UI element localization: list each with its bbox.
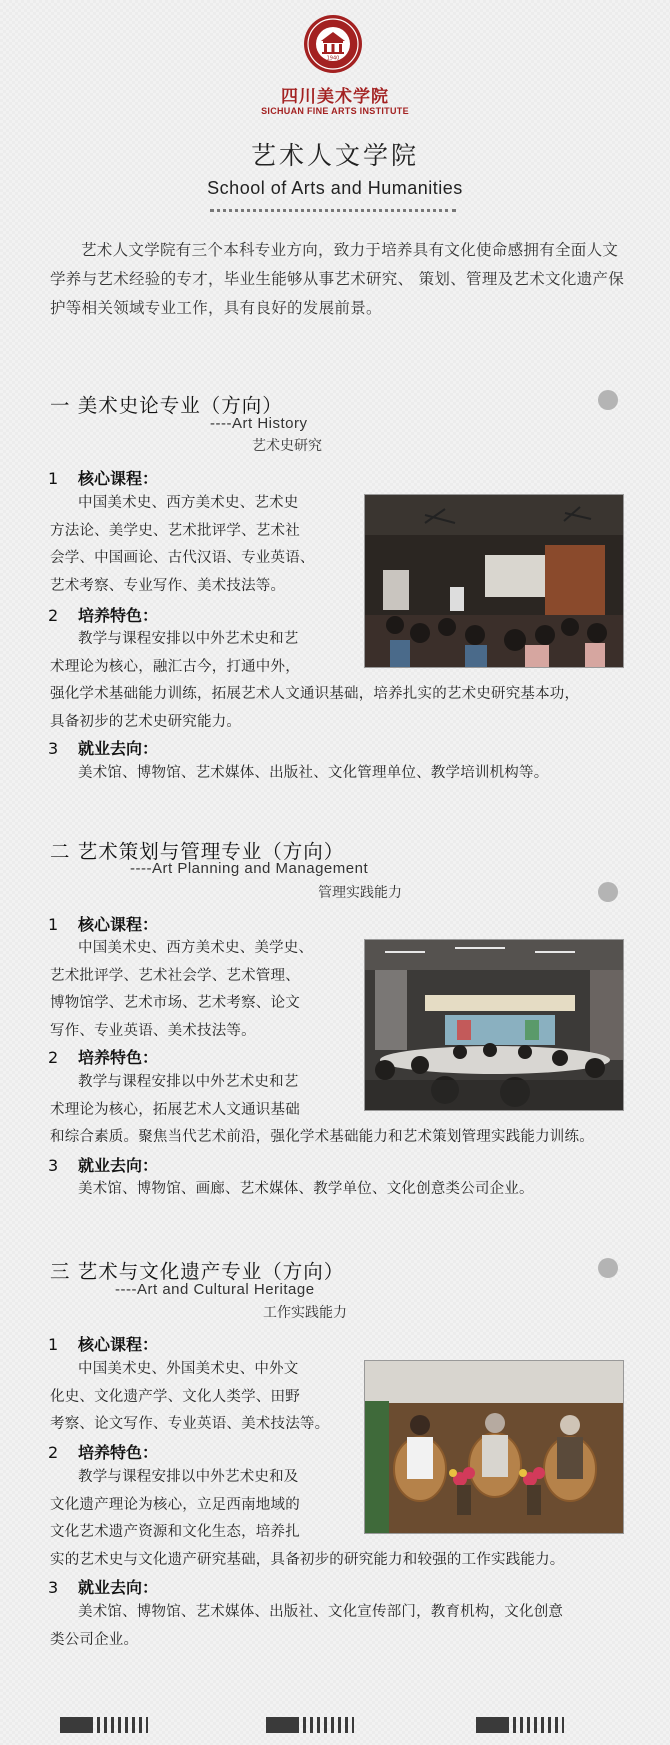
careers-text: 美术馆、博物馆、艺术媒体、出版社、文化管理单位、教学培训机构等。	[78, 765, 549, 781]
decorative-bar	[60, 1717, 148, 1733]
section-subtitle-cn: 工作实践能力	[263, 1305, 347, 1321]
section-subtitle-en: ----Art History	[210, 415, 308, 432]
section-subtitle-cn: 艺术史研究	[252, 438, 322, 454]
heading-core-courses: 1 核心课程：	[48, 915, 159, 934]
school-seal-logo	[303, 14, 363, 74]
heading-core-courses: 1 核心课程：	[48, 469, 159, 488]
core-courses-text: 中国美术史、西方美术史、艺术史 方法论、美学史、艺术批评学、艺术社 会学、中国画论、古代汉语、专业英语、 艺术考察、专业写作、美术技法等。	[50, 495, 315, 594]
circle-marker-icon	[598, 390, 618, 410]
section-title-art-planning: 二 艺术策划与管理专业（方向）	[50, 840, 345, 863]
heading-features: 2 培养特色：	[48, 1048, 159, 1067]
heading-core-courses: 1 核心课程：	[48, 1335, 159, 1354]
decorative-bar	[476, 1717, 564, 1733]
core-courses-text: 中国美术史、外国美术史、中外文 化史、文化遗产学、文化人类学、田野 考察、论文写作、专业英语、美术技法等。	[50, 1361, 330, 1432]
intro-paragraph: 艺术人文学院有三个本科专业方向，致力于培养具有文化使命感拥有全面人文学养与艺术经验的专才，毕业生能够从事艺术研究、 策划、管理及艺术文化遗产保护等相关领域专业工作，具有良好的发展前景。	[50, 241, 625, 317]
section-subtitle-en: ----Art Planning and Management	[130, 860, 369, 877]
section-title-art-history: 一 美术史论专业（方向）	[50, 394, 283, 417]
heading-careers: 3 就业去向：	[48, 1156, 159, 1175]
dotted-divider	[210, 209, 456, 212]
heading-features: 2 培养特色：	[48, 606, 159, 625]
core-courses-text: 中国美术史、西方美术史、美学史、 艺术批评学、艺术社会学、艺术管理、 博物馆学、艺术市场、艺术考察、论文 写作、专业英语、美术技法等。	[50, 940, 314, 1039]
circle-marker-icon	[598, 1258, 618, 1278]
heading-features: 2 培养特色：	[48, 1443, 159, 1462]
section-subtitle-en: ----Art and Cultural Heritage	[115, 1281, 315, 1298]
heading-careers: 3 就业去向：	[48, 739, 159, 758]
features-text: 教学与课程安排以中外艺术史和及 文化遗产理论为核心，立足西南地域的 文化艺术遗产资源和文化生态，培养扎 实的艺术史与文化遗产研究基础，具备初步的研究能力和较强的工作实践能力。	[50, 1469, 565, 1568]
heading-careers: 3 就业去向：	[48, 1578, 159, 1597]
section-subtitle-cn: 管理实践能力	[318, 885, 402, 901]
seal-year: 1940	[326, 55, 340, 62]
lecture-hall-photo	[364, 494, 624, 668]
page-subtitle: School of Arts and Humanities	[207, 178, 463, 198]
school-name-cn: 四川美术学院	[281, 87, 389, 107]
school-name-en: SICHUAN FINE ARTS INSTITUTE	[261, 106, 409, 116]
panel-discussion-photo	[364, 1360, 624, 1534]
decorative-bar	[266, 1717, 354, 1733]
section-title-cultural-heritage: 三 艺术与文化遗产专业（方向）	[50, 1260, 345, 1283]
page-title: 艺术人文学院	[250, 141, 419, 170]
features-text: 教学与课程安排以中外艺术史和艺 术理论为核心，融汇古今，打通中外， 强化学术基础能力训练，拓展艺术人文通识基础，培养扎实的艺术史研究基本功， 具备初步的艺术史研究能力。	[50, 631, 580, 730]
careers-text: 美术馆、博物馆、画廊、艺术媒体、教学单位、文化创意类公司企业。	[78, 1181, 534, 1197]
seminar-photo	[364, 939, 624, 1111]
circle-marker-icon	[598, 882, 618, 902]
careers-text: 美术馆、博物馆、艺术媒体、出版社、文化宣传部门，教育机构，文化创意 类公司企业。	[50, 1604, 564, 1648]
features-text: 教学与课程安排以中外艺术史和艺 术理论为核心，拓展艺术人文通识基础 和综合素质。聚焦当代艺术前沿，强化学术基础能力和艺术策划管理实践能力训练。	[50, 1074, 594, 1145]
